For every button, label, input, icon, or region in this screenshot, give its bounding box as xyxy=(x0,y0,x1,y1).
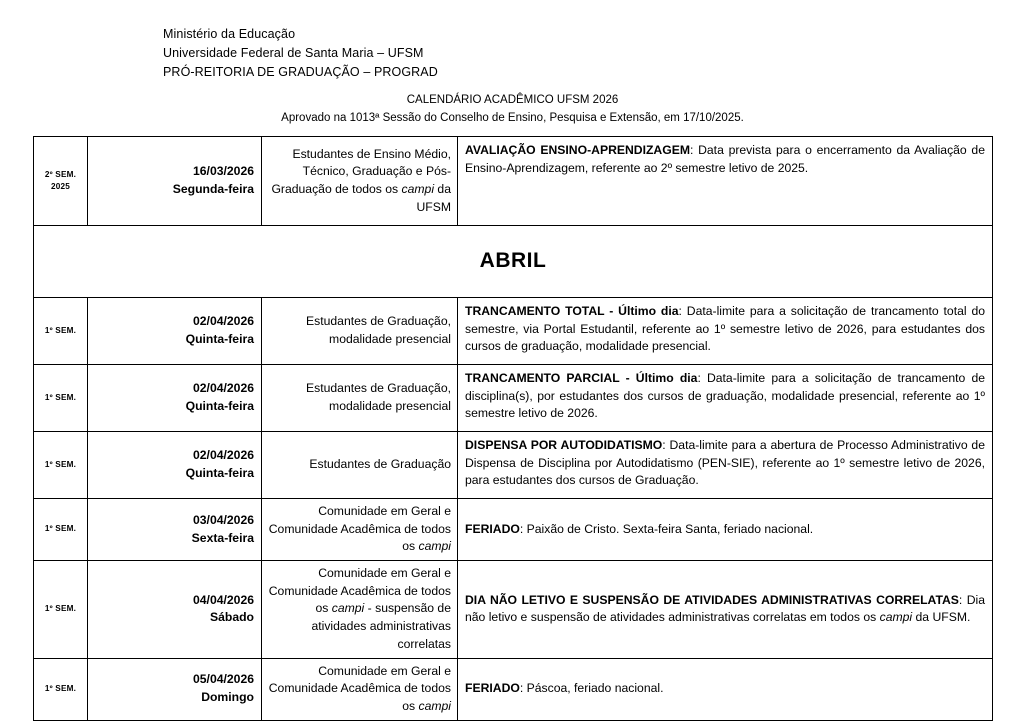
calendar-body xyxy=(34,137,993,721)
table-row xyxy=(34,658,993,720)
institution-header xyxy=(163,25,438,82)
semester-label: 2º SEM. xyxy=(44,169,77,179)
row-date-cell xyxy=(88,561,262,658)
table-row xyxy=(34,432,993,499)
row-audience-cell: Estudantes de Graduação, modalidade presencial xyxy=(262,298,458,365)
date-label: 05/04/2026 xyxy=(193,672,254,687)
row-description-cell xyxy=(458,298,993,365)
row-audience-cell: Estudantes de Ensino Médio, Técnico, Graduação e Pós-Graduação de todos os campi da UFSM xyxy=(262,137,458,226)
description-title: FERIADO xyxy=(465,521,520,536)
row-audience-cell: Estudantes de Graduação xyxy=(262,432,458,499)
month-header-label: ABRIL xyxy=(34,226,993,298)
row-description-cell xyxy=(458,658,993,720)
row-description-cell xyxy=(458,365,993,432)
row-semester-cell xyxy=(34,499,88,561)
date-label: 02/04/2026 xyxy=(193,448,254,463)
description-title: TRANCAMENTO PARCIAL - Último dia xyxy=(465,371,698,385)
semester-label: 1º SEM. xyxy=(44,604,77,614)
description-body: : Data-limite para a solicitação de trancamento total do semestre, via Portal Estudantil, referente ao 1º semestre letivo de 2026, para estudantes dos cursos de graduação, modalidade presencial. xyxy=(465,304,985,354)
description-body: : Paixão de Cristo. Sexta-feira Santa, feriado nacional. xyxy=(519,521,814,536)
table-row xyxy=(34,499,993,561)
date-label: 04/04/2026 xyxy=(193,592,254,607)
semester-year-label: 2025 xyxy=(50,182,70,191)
row-audience-cell: Comunidade em Geral e Comunidade Acadêmica de todos os campi xyxy=(262,658,458,720)
table-row xyxy=(34,561,993,658)
document-title-block xyxy=(33,92,992,128)
date-label: 02/04/2026 xyxy=(193,314,254,329)
row-semester-cell xyxy=(34,432,88,499)
date-label: 03/04/2026 xyxy=(193,512,254,527)
description-body: : Data prevista para o encerramento da Avaliação de Ensino-Aprendizagem, referente ao 2º semestre letivo de 2025. xyxy=(465,143,985,175)
description-title: DIA NÃO LETIVO E SUSPENSÃO DE ATIVIDADES ADMINISTRATIVAS CORRELATAS xyxy=(465,592,959,607)
row-date-cell xyxy=(88,499,262,561)
row-date-cell xyxy=(88,298,262,365)
description-body: : Data-limite para a abertura de Processo Administrativo de Dispensa de Disciplina por Autodidatismo (PEN-SIE), referente ao 1º semestre letivo de 2026, para estudantes dos cursos de Graduação. xyxy=(465,438,985,488)
semester-label: 1º SEM. xyxy=(44,683,77,693)
weekday-label: Sexta-feira xyxy=(191,530,254,545)
description-body: : Páscoa, feriado nacional. xyxy=(519,681,664,696)
description-body: : Dia não letivo e suspensão de atividades administrativas correlatas em todos os campi da UFSM. xyxy=(465,592,986,625)
description-title: DISPENSA POR AUTODIDATISMO xyxy=(465,438,663,452)
semester-label: 1º SEM. xyxy=(44,459,77,469)
description-title: TRANCAMENTO TOTAL - Último dia xyxy=(465,304,679,318)
description-title: FERIADO xyxy=(465,681,520,696)
table-row xyxy=(34,298,993,365)
row-semester-cell xyxy=(34,365,88,432)
row-date-cell xyxy=(88,432,262,499)
institution-line-prograd: PRÓ-REITORIA DE GRADUAÇÃO – PROGRAD xyxy=(163,65,438,79)
row-description-cell xyxy=(458,561,993,658)
date-label: 02/04/2026 xyxy=(193,381,254,396)
weekday-label: Sábado xyxy=(209,610,254,625)
row-audience-cell: Estudantes de Graduação, modalidade presencial xyxy=(262,365,458,432)
institution-line-ministry: Ministério da Educação xyxy=(163,27,296,41)
table-row xyxy=(34,137,993,226)
row-description-cell xyxy=(458,432,993,499)
weekday-label: Quinta-feira xyxy=(185,332,254,346)
weekday-label: Quinta-feira xyxy=(185,399,254,413)
description-body: : Data-limite para a solicitação de trancamento de disciplina(s), por estudantes dos cursos de graduação, modalidade presencial, referente ao 1º semestre letivo de 2026. xyxy=(465,371,985,421)
semester-label: 1º SEM. xyxy=(44,524,77,534)
row-semester-cell xyxy=(34,561,88,658)
weekday-label: Domingo xyxy=(201,690,254,705)
row-semester-cell xyxy=(34,658,88,720)
row-semester-cell xyxy=(34,137,88,226)
row-description-cell xyxy=(458,499,993,561)
date-label: 16/03/2026 xyxy=(193,164,254,179)
academic-calendar-table xyxy=(33,136,993,721)
row-description-cell xyxy=(458,137,993,226)
institution-line-university: Universidade Federal de Santa Maria – UFSM xyxy=(163,46,424,60)
row-date-cell xyxy=(88,137,262,226)
page-title: CALENDÁRIO ACADÊMICO UFSM 2026 xyxy=(406,94,619,106)
row-audience-cell: Comunidade em Geral e Comunidade Acadêmica de todos os campi - suspensão de atividades administrativas correlatas xyxy=(262,561,458,658)
month-header-row xyxy=(34,226,993,298)
weekday-label: Segunda-feira xyxy=(172,182,254,196)
weekday-label: Quinta-feira xyxy=(185,466,254,480)
row-date-cell xyxy=(88,658,262,720)
semester-label: 1º SEM. xyxy=(44,392,77,402)
page-subtitle: Aprovado na 1013ª Sessão do Conselho de Ensino, Pesquisa e Extensão, em 17/10/2025. xyxy=(281,111,744,124)
row-semester-cell xyxy=(34,298,88,365)
row-audience-cell: Comunidade em Geral e Comunidade Acadêmica de todos os campi xyxy=(262,499,458,561)
description-title: AVALIAÇÃO ENSINO-APRENDIZAGEM xyxy=(465,143,690,157)
semester-label: 1º SEM. xyxy=(44,325,77,335)
row-date-cell xyxy=(88,365,262,432)
table-row xyxy=(34,365,993,432)
